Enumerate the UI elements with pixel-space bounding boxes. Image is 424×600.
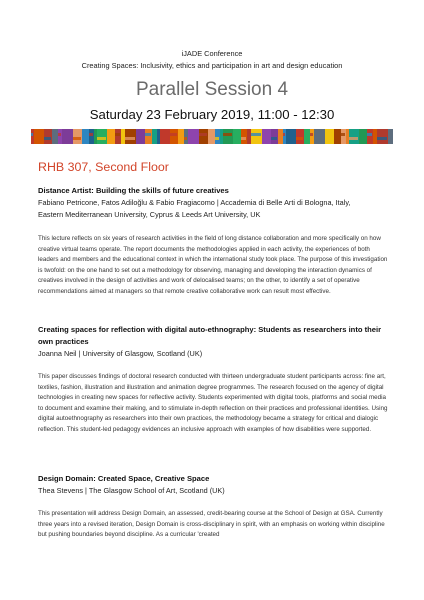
banner-stripe [359, 129, 367, 144]
banner-stripe [286, 129, 296, 144]
banner-stripe [334, 129, 341, 144]
banner-stripe [278, 129, 283, 144]
banner-stripe [271, 129, 278, 144]
banner-stripe [178, 129, 184, 144]
banner-stripe [373, 129, 377, 144]
banner-accent [145, 133, 151, 136]
banner-stripe [160, 129, 170, 144]
banner-accent [271, 137, 277, 140]
banner-accent [97, 137, 106, 140]
session-title: Parallel Session 4 [135, 79, 289, 100]
paper-3-abstract: This presentation will address Design Domain, an assessed, credit-bearing course at the School of Design at GSA. Currently three years into a revised iteration, Design Domain is cross-disciplinary in spirit, with an emphasis on working within discipline but pushing boundaries beyond discipline. As a curricular 'created [38, 510, 385, 539]
banner-stripe [89, 129, 94, 144]
banner-accent [44, 137, 51, 140]
banner-stripe [107, 129, 115, 144]
banner-accent [157, 137, 159, 140]
banner-stripe [388, 129, 393, 144]
banner-accent [115, 133, 120, 136]
paper-3-authors: Thea Stevens | The Glasgow School of Art, Scotland (UK) [38, 486, 225, 495]
banner-stripe [310, 129, 314, 144]
banner-stripe [44, 129, 52, 144]
banner-accent [170, 133, 177, 136]
banner-accent [325, 137, 333, 140]
banner-accent [89, 133, 93, 136]
banner-stripe [314, 129, 325, 144]
banner-stripe [220, 129, 223, 144]
banner-accent [73, 137, 81, 140]
banner-accent [296, 137, 303, 140]
banner-stripe [94, 129, 97, 144]
banner-accent [377, 137, 387, 140]
banner-stripe [184, 129, 188, 144]
paper-2-authors: Joanna Neil | University of Glasgow, Scotland (UK) [38, 349, 203, 358]
banner-stripe [215, 129, 220, 144]
banner-accent [58, 133, 61, 136]
session-date-time: Saturday 23 February 2019, 11:00 - 12:30 [89, 107, 335, 122]
banner-accent [341, 133, 345, 136]
banner-stripe [62, 129, 73, 144]
conference-theme: Creating Spaces: Inclusivity, ethics and participation in art and design education [81, 61, 343, 70]
banner-stripe [157, 129, 160, 144]
banner-accent [283, 133, 285, 136]
banner-stripe [208, 129, 215, 144]
banner-accent [251, 133, 261, 136]
banner-stripe [367, 129, 373, 144]
room-location: RHB 307, Second Floor [38, 160, 169, 174]
paper-3-title: Design Domain: Created Space, Creative Space [38, 474, 210, 483]
paper-1-abstract: This lecture reflects on six years of research activities in the field of long distance collaboration and more specifically on how creative virtual teams operate. The report documents the methodologies applied in each activity, the experiences of both leaders and members and the educational context in which the international study took place. The purpose of this investigation is twofold: on the one hand to set out a methodology for observing, managing and developing the interaction dynamics of creatives involved in the design of activities and work of delocalised teams; on the other, to identify a set of operative recommendations aimed at managers so that remote creative collaborative work can result most effective. [38, 235, 388, 295]
banner-stripe [52, 129, 58, 144]
banner-stripe [341, 129, 346, 144]
banner-stripe [145, 129, 152, 144]
banner-stripe [125, 129, 136, 144]
banner-stripe [170, 129, 178, 144]
banner-stripe [262, 129, 271, 144]
paper-2-title-line-1: Creating spaces for reflection with digital auto-ethnography: Students as researchers into their [38, 325, 382, 334]
banner-stripe [188, 129, 199, 144]
paper-1-authors-line-1: Fabiano Petricone, Fatos Adiloğlu & Fabio Fragiacomo | Accademia di Belle Arti di Bologna, Italy, [38, 198, 351, 207]
banner-accent [367, 133, 372, 136]
banner-stripe [34, 129, 44, 144]
conference-name: iJADE Conference [181, 49, 243, 58]
banner-accent [223, 133, 232, 136]
banner-stripe [73, 129, 82, 144]
banner-stripe [325, 129, 334, 144]
banner-stripe [199, 129, 208, 144]
banner-accent [349, 137, 358, 140]
banner-stripe [241, 129, 247, 144]
banner-accent [199, 133, 207, 136]
banner-stripe [97, 129, 107, 144]
banner-stripe [223, 129, 233, 144]
banner-stripe [377, 129, 388, 144]
paper-1-title: Distance Artist: Building the skills of future creatives [38, 186, 229, 195]
banner-accent [215, 137, 219, 140]
banner-stripe [152, 129, 157, 144]
banner-stripe [304, 129, 310, 144]
banner-stripe [121, 129, 125, 144]
banner-stripe [251, 129, 262, 144]
banner-accent [31, 133, 33, 136]
paper-1-authors-line-2: Eastern Mediterranean University, Cyprus & Leeds Art University, UK [38, 210, 261, 219]
banner-stripe [58, 129, 62, 144]
banner-stripe [115, 129, 121, 144]
banner-stripe [136, 129, 145, 144]
banner-stripe [31, 129, 34, 144]
banner-stripe [247, 129, 251, 144]
banner-stripe [82, 129, 89, 144]
banner-stripe [346, 129, 349, 144]
banner-accent [125, 137, 135, 140]
banner-stripe [349, 129, 359, 144]
decorative-banner-image [31, 129, 393, 144]
banner-accent [310, 133, 313, 136]
banner-stripe [296, 129, 304, 144]
banner-stripe [283, 129, 286, 144]
banner-accent [241, 137, 246, 140]
paper-2-abstract: This paper discusses findings of doctoral research conducted with thirteen undergraduate student participants across: fine art, textiles, fashion, illustration and illustration and animation degree programmes. The research focused on the agency of digital technologies in creating new spaces for reflective activity. Students experimented with digital tools, platforms and social media to document and examine their making, and to stimulate in-depth reflection on their practices and professional identities. Using digital autoethnography as researchers into their own practices, the methodology became a strategy for critical and dialogic reflection. This student-led pedagogy evidences an inclusive approach with examples of how disabilities were supported. [38, 373, 388, 433]
banner-stripe [233, 129, 241, 144]
banner-accent [184, 137, 187, 140]
paper-2-title-line-2: own practices [38, 337, 89, 346]
banner-artwork [31, 129, 393, 144]
